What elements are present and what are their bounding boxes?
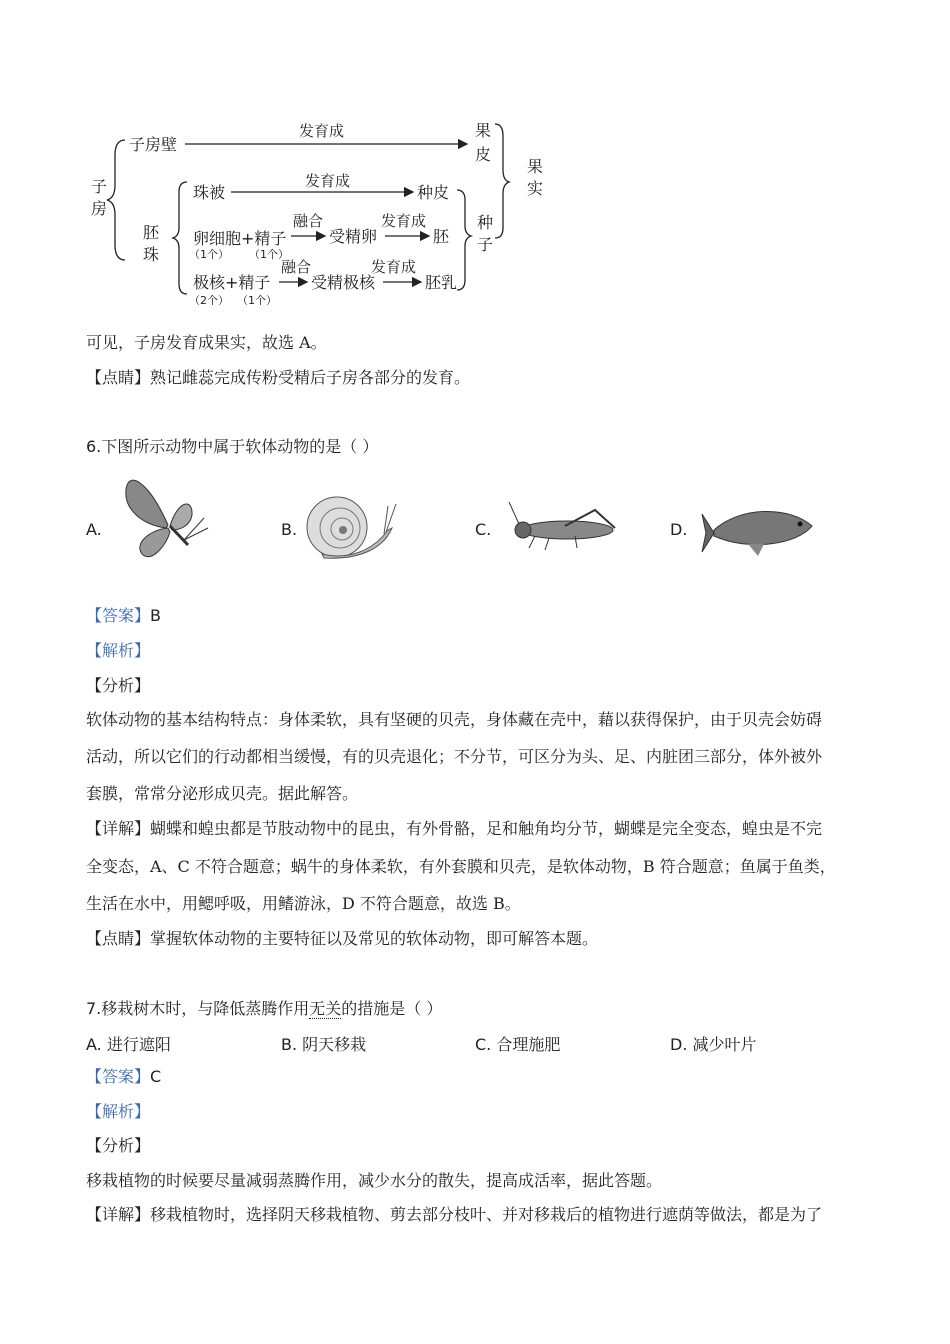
zygote-label: 受精卵 (329, 227, 378, 246)
develops-label-3: 发育成 (381, 212, 427, 230)
q7-option-a-letter: A. (86, 1035, 102, 1054)
seed-label-2: 子 (477, 235, 494, 254)
one-count-a: （1个） (189, 248, 229, 261)
ovule-label-1: 胚 (143, 223, 160, 242)
fuse-label-2: 融合 (281, 258, 312, 276)
q6-title: 6.下图所示动物中属于软体动物的是（ ） (86, 437, 379, 456)
ovary-development-diagram (85, 110, 565, 305)
integument-label: 珠被 (193, 183, 226, 202)
q6-fenxi-line-3: 套膜，常常分泌形成贝壳。据此解答。 (86, 784, 359, 803)
fruit-label-1: 果 (527, 157, 544, 176)
q7-fenxi-line: 移栽植物的时候要尽量减弱蒸腾作用，减少水分的散失，提高成活率，据此答题。 (86, 1171, 663, 1190)
q6-option-b: B. (281, 520, 298, 539)
q6-option-a: A. (86, 520, 102, 539)
q6-tip: 【点睛】掌握软体动物的主要特征以及常见的软体动物，即可解答本题。 (86, 929, 599, 948)
q6-detail-line-2: 全变态，A、C 不符合题意；蜗牛的身体柔软，有外套膜和贝壳，是软体动物，B 符合题意；鱼属于鱼类， (86, 857, 836, 876)
q5-conclusion: 可见，子房发育成果实，故选 A。 (86, 333, 327, 352)
q6-answer (86, 606, 161, 626)
seed-coat-label: 种皮 (417, 183, 450, 202)
q7-option-c-letter: C. (475, 1035, 492, 1054)
egg-sperm-label: 卵细胞+精子 (193, 229, 287, 248)
two-count: （2个） (189, 294, 229, 305)
q7-answer (86, 1067, 161, 1087)
q6-option-d: D. (670, 520, 688, 539)
polar-sperm-label: 极核+精子 (193, 273, 271, 292)
q7-option-d-text: 减少叶片 (692, 1035, 757, 1054)
q7-option-d (670, 1032, 757, 1055)
q7-option-b (281, 1032, 366, 1055)
fuse-label-1: 融合 (293, 212, 324, 230)
ovary-wall-label: 子房壁 (129, 135, 178, 154)
q7-analysis-tag: 【解析】 (86, 1102, 151, 1121)
grasshopper-image (505, 500, 623, 552)
q7-detail-line: 【详解】移栽植物时，选择阴天移栽植物、剪去部分枝叶、并对移栽后的植物进行遮荫等做法，都是为了 (86, 1205, 823, 1224)
endosperm-label: 胚乳 (425, 273, 458, 292)
q7-option-c-text: 合理施肥 (496, 1035, 561, 1054)
embryo-label: 胚 (433, 227, 450, 246)
fish-image (700, 500, 825, 565)
seed-label-1: 种 (477, 213, 494, 232)
q7-option-b-letter: B. (281, 1035, 298, 1054)
one-count-b: （1个） (249, 248, 289, 261)
one-count-c: （1个） (237, 294, 277, 305)
q5-tip: 【点睛】熟记雌蕊完成传粉受精后子房各部分的发育。 (86, 368, 471, 387)
q6-detail-line-3: 生活在水中，用鳃呼吸，用鳍游泳，D 不符合题意，故选 B。 (86, 894, 521, 913)
q7-title-pre: 7.移栽树木时，与降低蒸腾作用 (86, 999, 310, 1018)
q6-option-c: C. (475, 520, 492, 539)
q7-title (86, 996, 442, 1019)
fertilized-polar-label: 受精极核 (311, 273, 376, 292)
q7-answer-value: C (150, 1067, 162, 1086)
pericarp-label-1: 果 (475, 121, 492, 140)
q7-title-post: 的措施是（ ） (341, 999, 443, 1018)
fruit-label-2: 实 (527, 179, 544, 198)
q6-fenxi-line-1: 软体动物的基本结构特点：身体柔软，具有坚硬的贝壳，身体藏在壳中，藉以获得保护，由于贝壳会妨碍 (86, 710, 823, 729)
q7-option-a (86, 1032, 171, 1055)
q6-fenxi-line-2: 活动，所以它们的行动都相当缓慢，有的贝壳退化；不分节，可区分为头、足、内脏团三部分，体外被外 (86, 747, 823, 766)
q6-analysis-tag: 【解析】 (86, 641, 151, 660)
develops-label-4: 发育成 (371, 258, 417, 276)
butterfly-image (118, 470, 213, 562)
q7-option-b-text: 阴天移栽 (302, 1035, 367, 1054)
ovary-label-1: 子 (91, 177, 108, 196)
q7-title-emphasis: 无关 (309, 999, 342, 1018)
q6-detail-line-1: 【详解】蝴蝶和蝗虫都是节肢动物中的昆虫，有外骨骼，足和触角均分节，蝴蝶是完全变态，蝗虫是不完 (86, 819, 823, 838)
snail-image (302, 492, 402, 562)
ovary-label-2: 房 (91, 199, 108, 218)
develops-label-1: 发育成 (299, 122, 345, 140)
q6-answer-value: B (150, 606, 161, 625)
ovule-label-2: 珠 (143, 245, 160, 264)
q7-answer-tag: 【答案】 (86, 1067, 151, 1086)
q6-fenxi-tag: 【分析】 (86, 676, 151, 695)
q7-fenxi-tag: 【分析】 (86, 1136, 151, 1155)
develops-label-2: 发育成 (305, 172, 351, 190)
q7-option-d-letter: D. (670, 1035, 688, 1054)
q6-answer-tag: 【答案】 (86, 606, 151, 625)
q7-option-a-text: 进行遮阳 (106, 1035, 171, 1054)
pericarp-label-2: 皮 (475, 145, 492, 164)
q7-option-c (475, 1032, 560, 1055)
